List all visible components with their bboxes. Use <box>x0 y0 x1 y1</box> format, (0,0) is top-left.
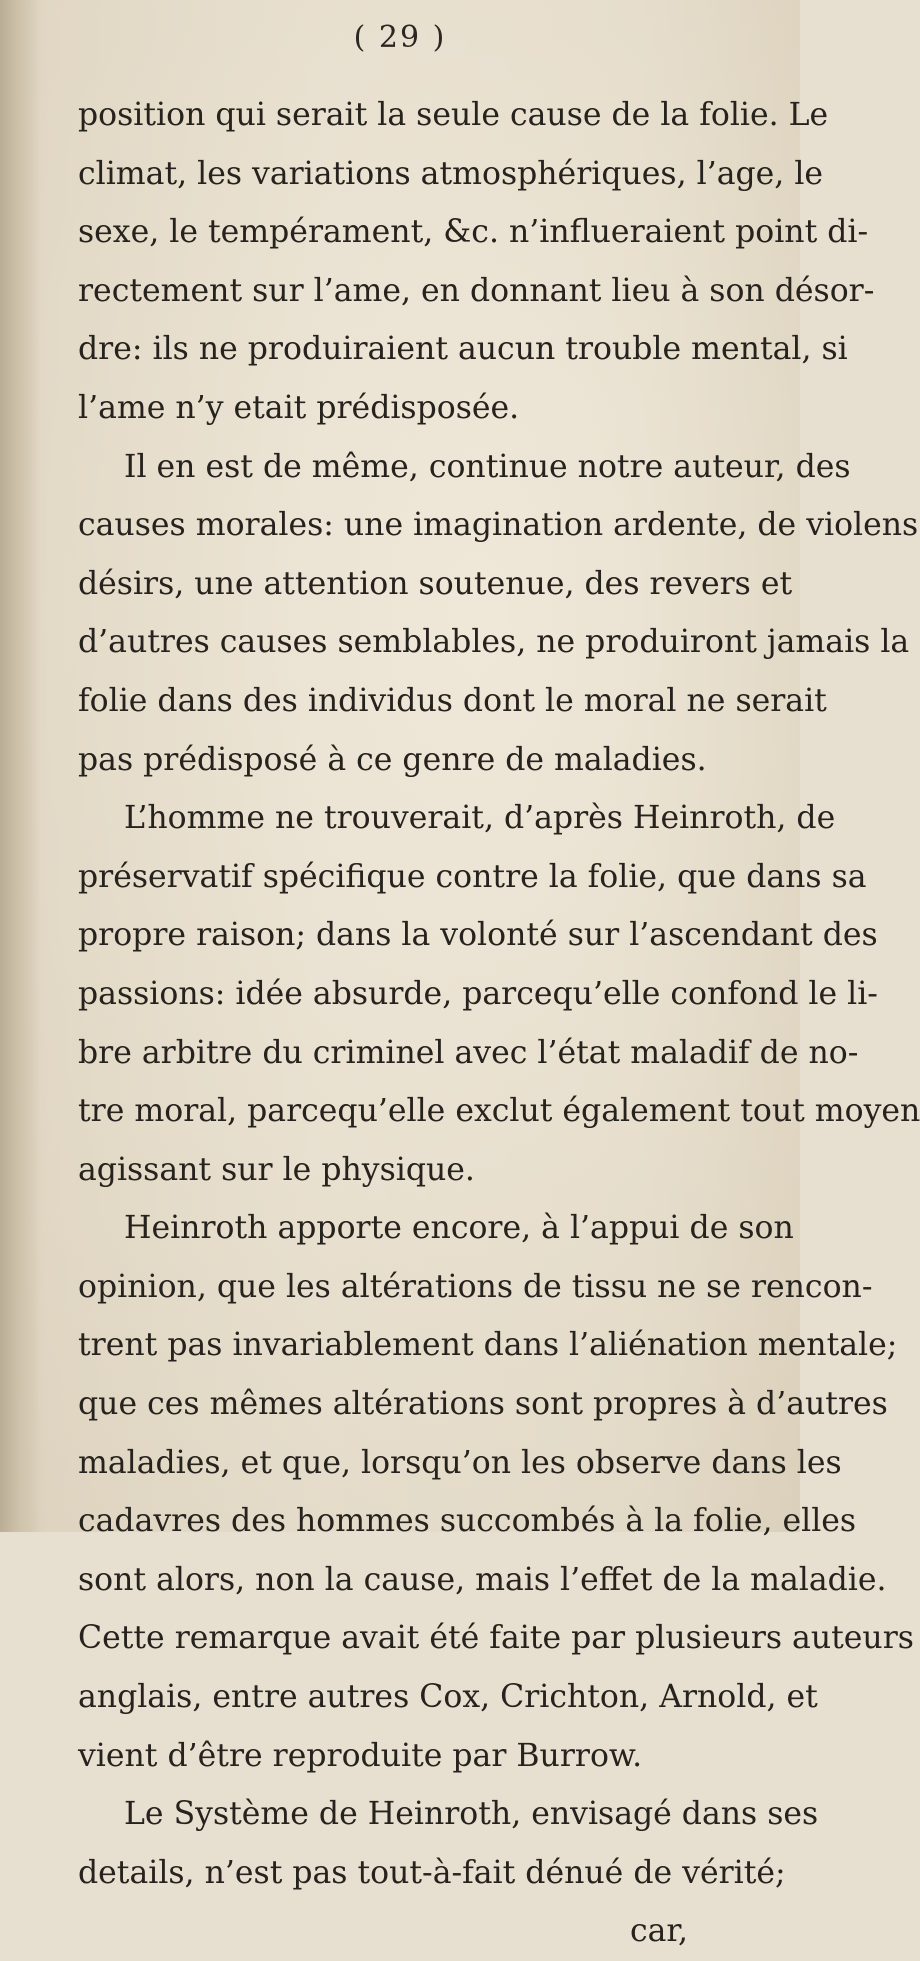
text-line: folie dans des individus dont le moral ne serait <box>78 682 827 719</box>
text-line: vient d’être reproduite par Burrow. <box>78 1737 643 1774</box>
text-line: agissant sur le physique. <box>78 1151 475 1188</box>
paragraph-start-line: Heinroth apporte encore, à l’appui de son <box>124 1210 794 1247</box>
paragraph-start-line: Il en est de même, continue notre auteur, des <box>124 448 851 485</box>
text-line: cadavres des hommes succombés à la folie, elles <box>78 1503 857 1540</box>
paragraph-start-line: L’homme ne trouverait, d’après Heinroth, de <box>124 800 836 837</box>
page-binding-edge <box>0 0 40 1532</box>
text-line: Cette remarque avait été faite par plusieurs auteurs <box>78 1620 914 1657</box>
text-line: que ces mêmes altérations sont propres à d’autres <box>78 1386 888 1423</box>
text-line: anglais, entre autres Cox, Crichton, Arnold, et <box>78 1679 818 1716</box>
text-line: trent pas invariablement dans l’aliénation mentale; <box>78 1327 898 1364</box>
text-line: propre raison; dans la volonté sur l’ascendant des <box>78 917 878 954</box>
text-line: pas prédisposé à ce genre de maladies. <box>78 741 707 778</box>
paragraph-start-line: Le Système de Heinroth, envisagé dans ses <box>124 1796 819 1833</box>
text-line: dre: ils ne produiraient aucun trouble mental, si <box>78 331 848 368</box>
text-line: sont alors, non la cause, mais l’effet de la maladie. <box>78 1561 887 1598</box>
text-line: position qui serait la seule cause de la folie. Le <box>78 97 829 133</box>
text-line: désirs, une attention soutenue, des revers et <box>78 565 793 602</box>
text-line: bre arbitre du criminel avec l’état maladif de no- <box>78 1034 859 1071</box>
text-line: d’autres causes semblables, ne produiront jamais la <box>78 624 910 661</box>
text-line: causes morales: une imagination ardente, de violens <box>78 507 919 544</box>
text-line: passions: idée absurde, parcequ’elle confond le li- <box>78 975 878 1012</box>
text-line: tre moral, parcequ’elle exclut également tout moyen <box>78 1093 920 1130</box>
text-line: préservatif spécifique contre la folie, que dans sa <box>78 858 867 895</box>
text-line: details, n’est pas tout-à-fait dénué de vérité; <box>78 1854 786 1891</box>
page-number: ( 29 ) <box>353 20 447 55</box>
text-line: maladies, et que, lorsqu’on les observe dans les <box>78 1444 842 1481</box>
body-text <box>78 86 920 1961</box>
text-line: opinion, que les altérations de tissu ne se rencon- <box>78 1268 873 1305</box>
text-line: l’ame n’y etait prédisposée. <box>78 389 520 426</box>
text-line: rectement sur l’ame, en donnant lieu à son désor- <box>78 272 875 309</box>
text-line: sexe, le tempérament, &c. n’influeraient point di- <box>78 214 869 251</box>
text-line: climat, les variations atmosphériques, l’age, le <box>78 155 824 192</box>
catchword: car, <box>629 1913 688 1950</box>
